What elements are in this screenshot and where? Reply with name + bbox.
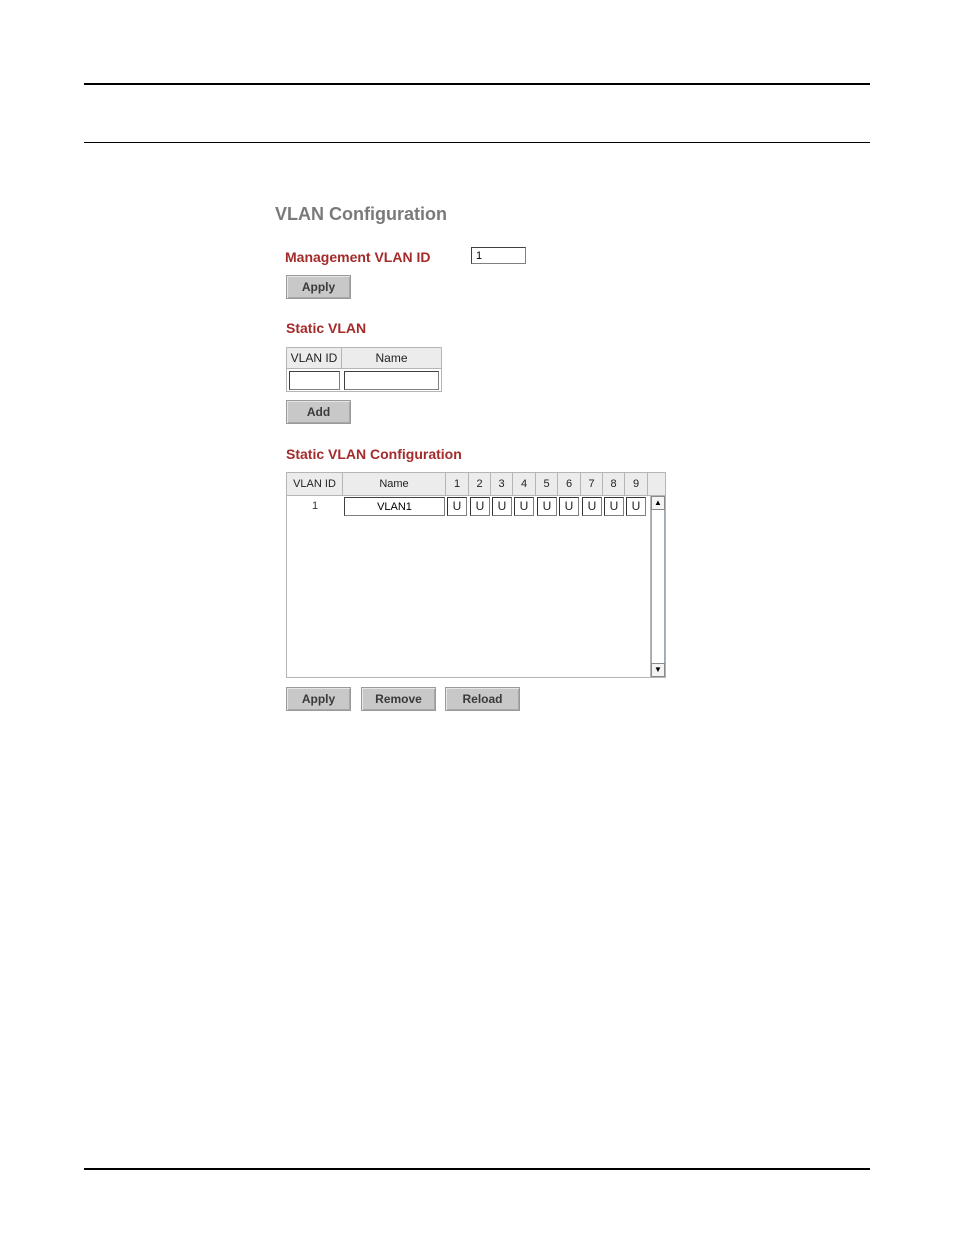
row-port-6-membership[interactable]: U — [559, 497, 579, 516]
column-header-name: Name — [343, 473, 446, 496]
row-port-9-membership[interactable]: U — [626, 497, 646, 516]
scroll-up-arrow-icon[interactable]: ▲ — [651, 496, 665, 510]
column-header-port-1: 1 — [446, 473, 469, 496]
scroll-track[interactable] — [651, 510, 665, 663]
management-apply-button[interactable]: Apply — [286, 275, 351, 299]
row-port-5-membership[interactable]: U — [537, 497, 557, 516]
column-header-port-9: 9 — [625, 473, 648, 496]
row-port-1-membership[interactable]: U — [447, 497, 467, 516]
column-header-vlan-id: VLAN ID — [287, 473, 343, 496]
scroll-down-arrow-icon[interactable]: ▼ — [651, 663, 665, 677]
column-header-port-3: 3 — [491, 473, 513, 496]
column-header-port-8: 8 — [603, 473, 625, 496]
column-header-spacer — [648, 473, 665, 496]
row-port-4-membership[interactable]: U — [514, 497, 534, 516]
row-vlan-name-input[interactable] — [344, 497, 445, 516]
header-rule-bottom — [84, 142, 870, 143]
static-vlan-configuration-label: Static VLAN Configuration — [286, 446, 462, 462]
column-header-port-7: 7 — [581, 473, 603, 496]
row-port-7-membership[interactable]: U — [582, 497, 602, 516]
column-header-name: Name — [342, 348, 441, 369]
row-vlan-id: 1 — [311, 500, 319, 512]
row-port-8-membership[interactable]: U — [604, 497, 624, 516]
new-vlan-name-input[interactable] — [344, 371, 439, 390]
column-header-port-5: 5 — [536, 473, 558, 496]
add-vlan-button[interactable]: Add — [286, 400, 351, 424]
configuration-reload-button[interactable]: Reload — [445, 687, 520, 711]
static-vlan-label: Static VLAN — [286, 320, 367, 336]
static-vlan-configuration-table — [286, 472, 666, 678]
new-vlan-id-input[interactable] — [289, 371, 340, 390]
static-vlan-add-table — [286, 347, 442, 392]
configuration-apply-button[interactable]: Apply — [286, 687, 351, 711]
row-port-2-membership[interactable]: U — [470, 497, 490, 516]
page-title: VLAN Configuration — [275, 204, 447, 224]
management-vlan-id-input[interactable] — [471, 247, 526, 264]
table-scrollbar[interactable] — [650, 496, 665, 677]
management-vlan-id-label: Management VLAN ID — [285, 249, 431, 265]
row-port-3-membership[interactable]: U — [492, 497, 512, 516]
header-rule-top — [84, 83, 870, 85]
configuration-remove-button[interactable]: Remove — [361, 687, 436, 711]
column-header-port-6: 6 — [558, 473, 581, 496]
footer-rule — [84, 1168, 870, 1170]
column-header-port-2: 2 — [469, 473, 491, 496]
column-header-port-4: 4 — [513, 473, 536, 496]
column-header-vlan-id: VLAN ID — [287, 348, 342, 369]
